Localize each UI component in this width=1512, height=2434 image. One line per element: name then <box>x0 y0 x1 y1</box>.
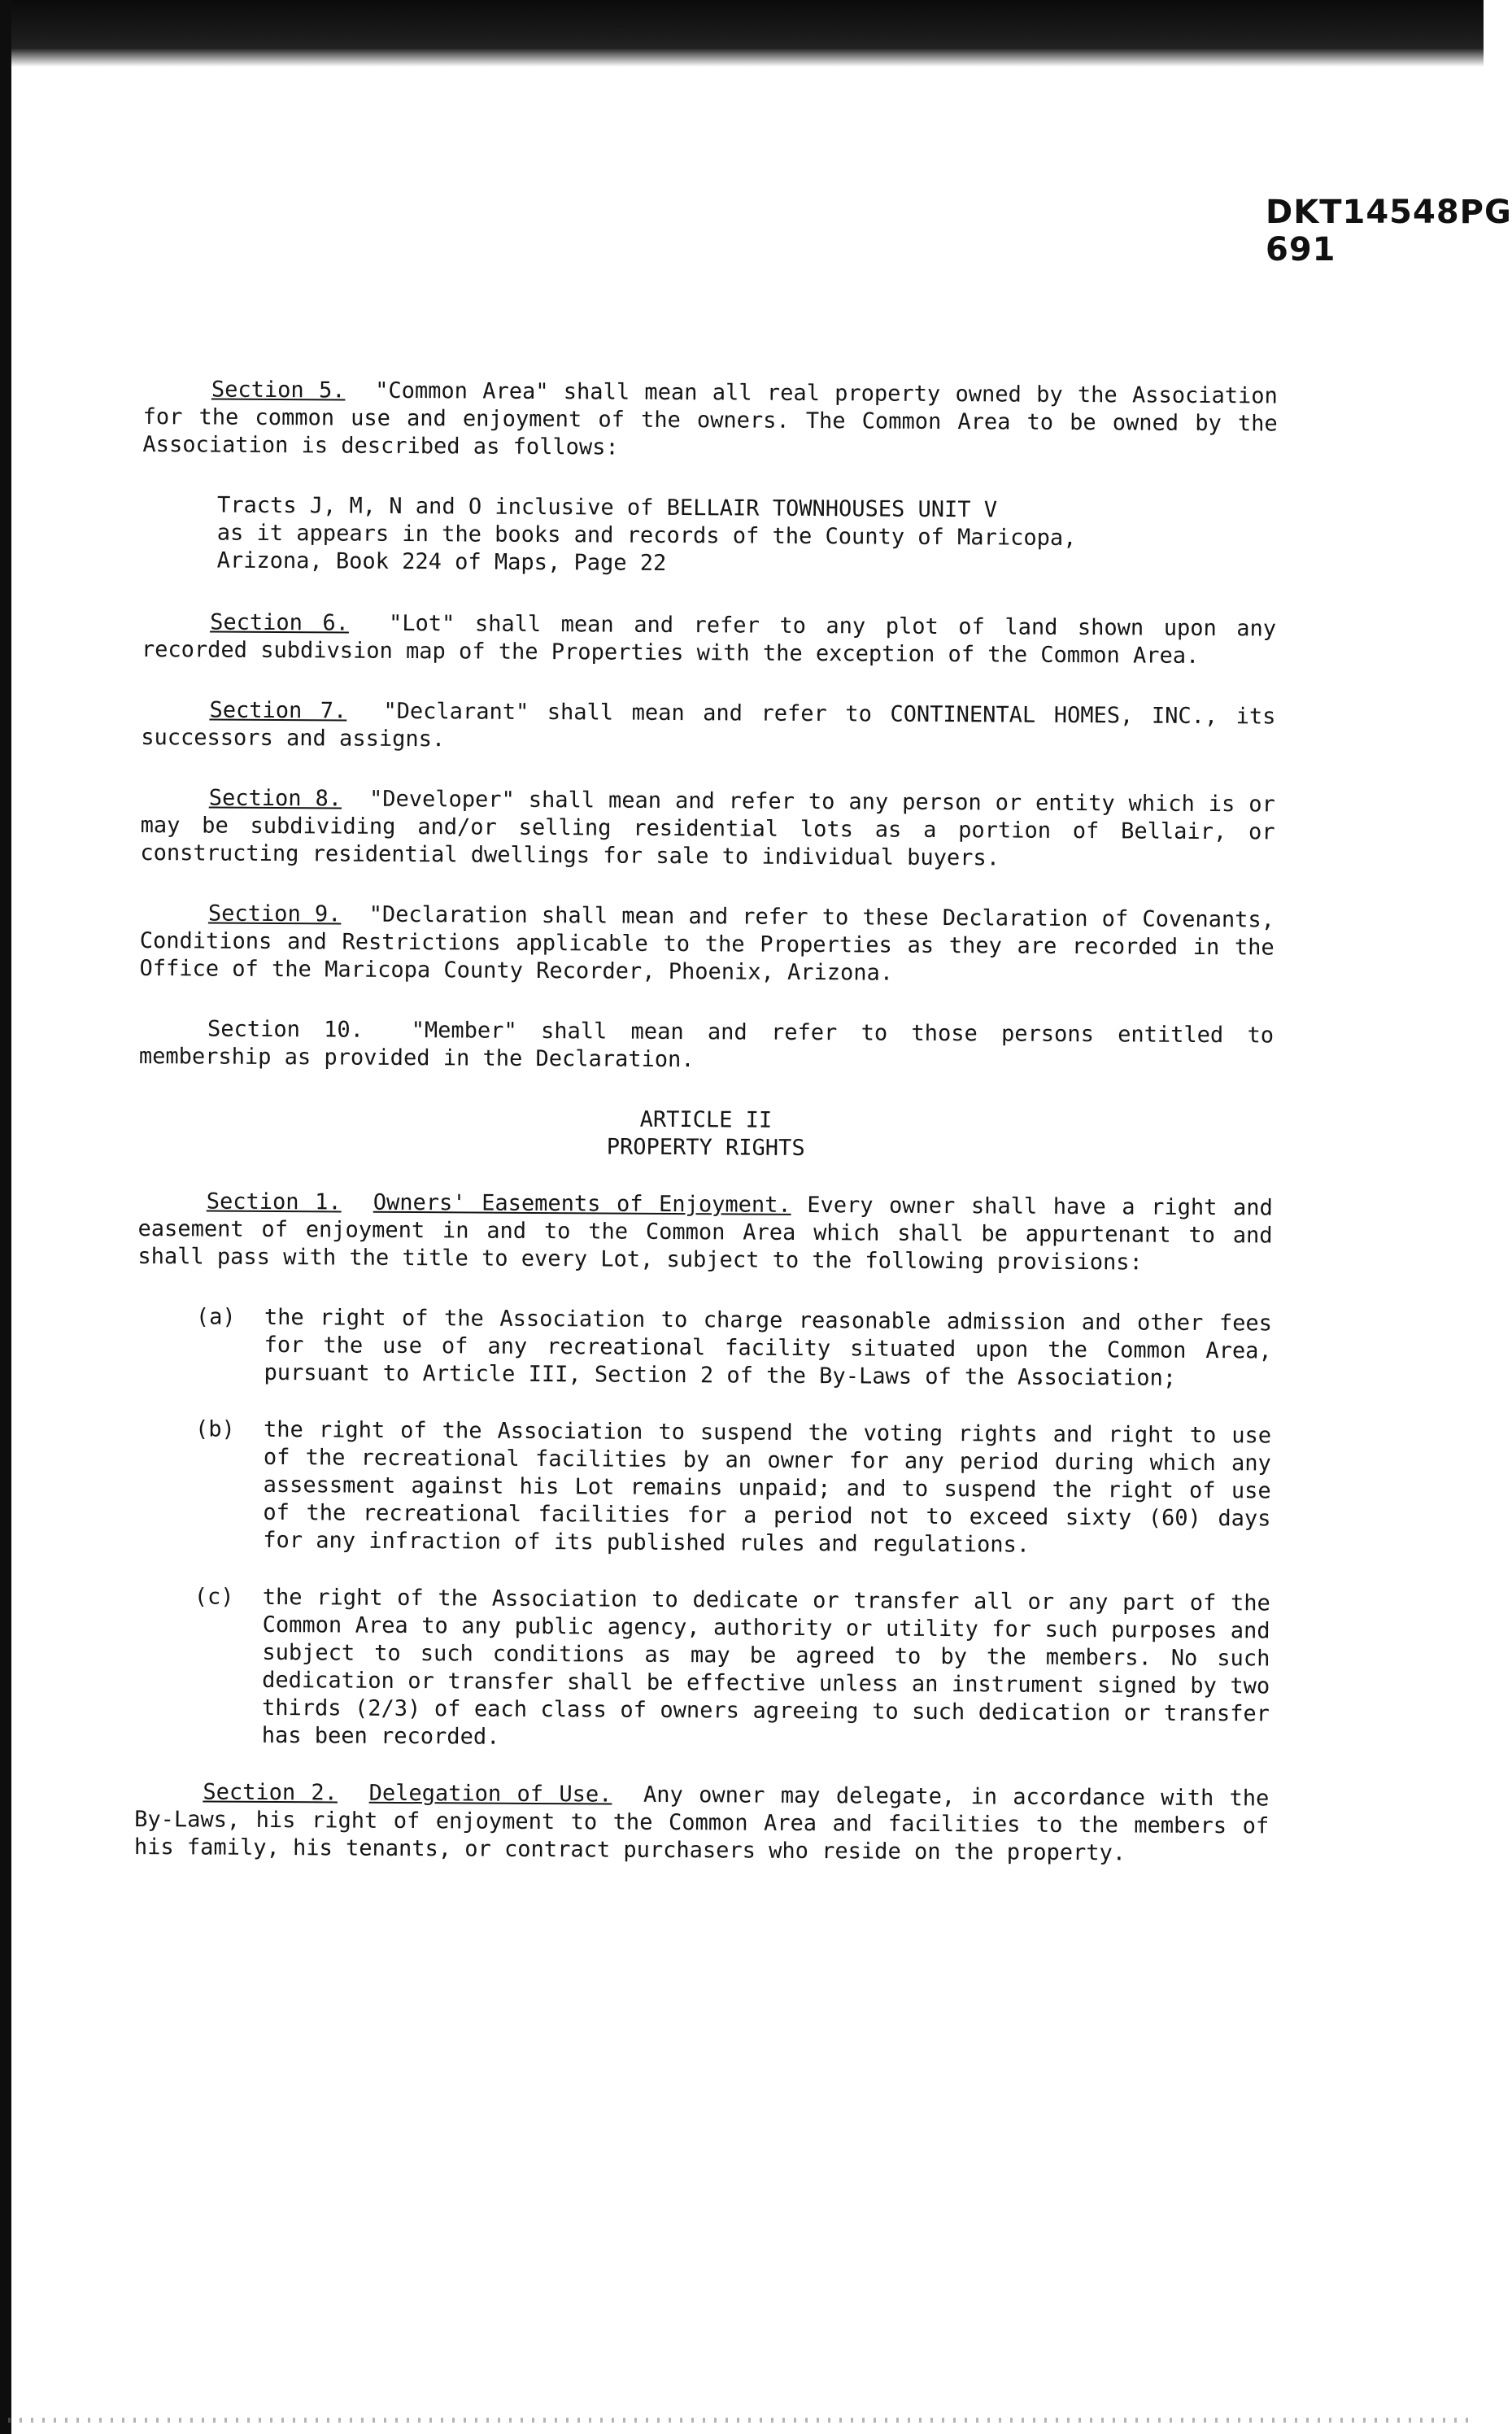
scan-left-edge <box>0 0 11 2434</box>
section-6-paragraph <box>142 608 1276 671</box>
section-label: Section 1. <box>206 1189 342 1215</box>
provision-label: (b) <box>194 1416 235 1442</box>
section-label: Section 2. <box>203 1779 338 1806</box>
article-number: ARTICLE II <box>639 1106 773 1133</box>
provision-label: (c) <box>194 1584 234 1610</box>
article-title: PROPERTY RIGHTS <box>606 1134 805 1161</box>
section-text: "Developer" shall mean and refer to any person or entity which is or may be subdividing and/or selling residential lots as a portion of Bellair, or constructing residential dwellings for sale to individual buyers. <box>140 786 1275 871</box>
section-text: "Lot" shall mean and refer to any plot of land shown upon any recorded subdivsion map of the Properties with the exception of the Common Area. <box>141 610 1277 669</box>
section-label: Section 5. <box>211 377 346 403</box>
document-body <box>134 376 1278 1900</box>
docket-page-number: DKT14548PG 691 <box>1266 194 1512 268</box>
section-text: "Declaration shall mean and refer to these Declaration of Covenants, Conditions and Restrictions applicable to the Properties as they are recorded in the Office of the Maricopa County Recorder, Phoenix, Arizona. <box>139 901 1275 986</box>
section-8-paragraph <box>140 784 1275 875</box>
section-text: "Common Area" shall mean all real property owned by the Association for the common use and enjoyment of the owners. The Common Area to be owned by the Association is described as follows: <box>142 377 1278 460</box>
section-label: Section 9. <box>207 901 342 927</box>
provision-a <box>195 1303 1272 1393</box>
section-text: "Member" shall mean and refer to those persons entitled to membership as provided in the Declaration. <box>138 1018 1275 1073</box>
provision-text: the right of the Association to suspend the voting rights and right to use of the recreational facilities by an owner for any period during which any assessment against his Lot remains unpaid; and to suspend the right of use of the recreational facilities for a period not to exceed sixty (60) days for any infraction of its published rules and regulations. <box>263 1416 1272 1558</box>
provision-b <box>194 1415 1271 1560</box>
tracts-description: Tracts J, M, N and O inclusive of BELLAIR TOWNHOUSES UNIT V as it appears in the books and records of the County of Maricopa, Arizona, Book 224 of Maps, Page 22 <box>216 492 1077 576</box>
section-label: Section 6. <box>210 609 350 636</box>
section-text: Every owner shall have a right and easement of enjoyment in and to the Common Area which shall be appurtenant to and shall pass with the title to every Lot, subject to the following provisions: <box>137 1193 1273 1276</box>
article-heading <box>138 1103 1273 1166</box>
provision-text: the right of the Association to dedicate or transfer all or any part of the Common Area to any public agency, authority or utility for such purposes and subject to such conditions as may be agreed to by the members. No such dedication or transfer shall be effective unless an instrument signed by two thirds (2/3) of each class of owners agreeing to such dedication or transfer has been recorded. <box>261 1584 1270 1750</box>
section-label: Section 8. <box>208 785 342 812</box>
section-9-paragraph <box>139 900 1275 990</box>
provision-label: (a) <box>195 1304 236 1330</box>
provision-c <box>194 1583 1270 1756</box>
section-10-paragraph <box>139 1015 1274 1078</box>
section-heading: Delegation of Use. <box>368 1780 612 1808</box>
section-label: Section 10. <box>207 1016 364 1043</box>
section-text: "Declarant" shall mean and refer to CONTINENTAL HOMES, INC., its successors and assigns. <box>141 698 1276 752</box>
scan-shadow <box>11 49 1484 67</box>
article-section-2-paragraph <box>134 1778 1270 1869</box>
section-text: Any owner may delegate, in accordance with the By-Laws, his right of enjoyment to the Common Area and facilities to the members of his family, his tenants, or contract purchasers who reside on the property. <box>133 1782 1270 1866</box>
section-label: Section 7. <box>209 697 347 724</box>
section-7-paragraph <box>141 696 1275 759</box>
section-5-paragraph <box>142 376 1278 466</box>
scan-bottom-dots <box>8 2418 1472 2423</box>
section-heading: Owners' Easements of Enjoyment. <box>373 1189 791 1218</box>
article-section-1-paragraph <box>137 1188 1273 1278</box>
provision-text: the right of the Association to charge reasonable admission and other fees for the use of any recreational facility situated upon the Common Area, pursuant to Article III, Section 2 of the By-Laws of the Association; <box>264 1304 1273 1391</box>
